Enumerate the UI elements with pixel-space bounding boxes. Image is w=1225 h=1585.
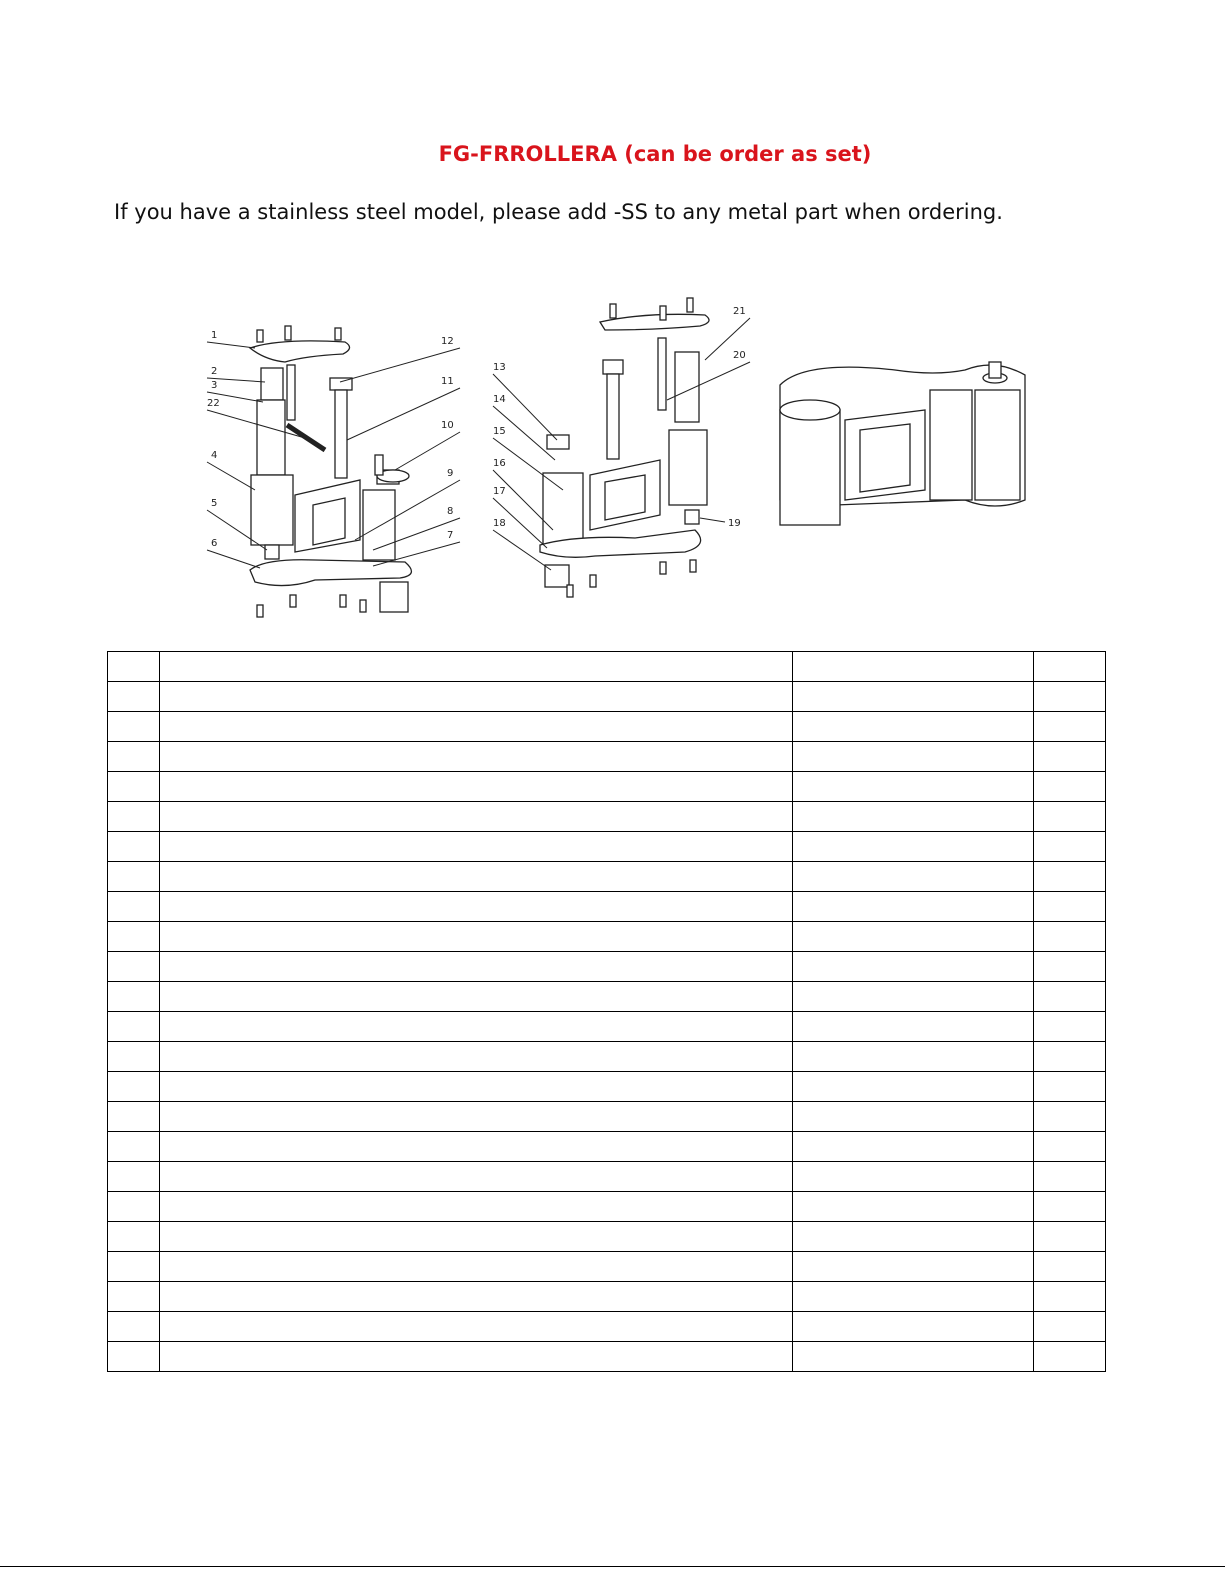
table-cell	[160, 952, 793, 982]
table-cell	[108, 892, 160, 922]
table-cell	[793, 1252, 1034, 1282]
parts-table-body	[108, 652, 1106, 1372]
callout-label: 22	[207, 398, 220, 409]
table-cell	[160, 712, 793, 742]
table-cell	[1034, 892, 1106, 922]
table-cell	[793, 952, 1034, 982]
table-cell	[1034, 1192, 1106, 1222]
table-cell	[108, 1072, 160, 1102]
table-cell	[1034, 682, 1106, 712]
table-cell	[160, 1192, 793, 1222]
table-cell	[793, 1282, 1034, 1312]
table-cell	[108, 772, 160, 802]
table-cell	[108, 1042, 160, 1072]
table-cell	[108, 1132, 160, 1162]
table-cell	[1034, 1222, 1106, 1252]
table-cell	[108, 1312, 160, 1342]
table-cell	[108, 982, 160, 1012]
table-header-row	[108, 652, 1106, 682]
table-cell	[793, 1342, 1034, 1372]
table-cell	[1034, 712, 1106, 742]
table-cell	[160, 922, 793, 952]
table-cell	[108, 952, 160, 982]
table-cell	[1034, 802, 1106, 832]
callout-label: 12	[441, 336, 454, 347]
table-cell	[160, 772, 793, 802]
table-cell	[108, 1282, 160, 1312]
table-cell	[160, 1252, 793, 1282]
table-cell	[108, 712, 160, 742]
middle-exploded-assembly	[540, 298, 709, 597]
table-cell	[108, 652, 160, 682]
table-cell	[793, 1132, 1034, 1162]
table-row	[108, 1312, 1106, 1342]
table-cell	[1034, 1312, 1106, 1342]
table-cell	[1034, 1162, 1106, 1192]
table-row	[108, 1342, 1106, 1372]
table-cell	[793, 742, 1034, 772]
table-cell	[108, 802, 160, 832]
table-cell	[793, 1162, 1034, 1192]
table-cell	[793, 682, 1034, 712]
callout-label: 16	[493, 458, 506, 469]
table-cell	[160, 802, 793, 832]
callout-label: 13	[493, 362, 506, 373]
callout-label: 4	[211, 450, 218, 461]
table-cell	[160, 1072, 793, 1102]
table-cell	[793, 862, 1034, 892]
table-cell	[108, 1012, 160, 1042]
table-cell	[160, 982, 793, 1012]
table-cell	[160, 742, 793, 772]
callout-label: 5	[211, 498, 218, 509]
callout-label: 11	[441, 376, 454, 387]
table-cell	[793, 1192, 1034, 1222]
table-row	[108, 1132, 1106, 1162]
callout-label: 10	[441, 420, 454, 431]
table-cell	[160, 1342, 793, 1372]
assembled-view	[780, 362, 1025, 525]
table-row	[108, 1192, 1106, 1222]
callout-label: 18	[493, 518, 506, 529]
table-cell	[160, 1132, 793, 1162]
callout-label: 7	[447, 530, 454, 541]
callout-label: 9	[447, 468, 454, 479]
table-row	[108, 1222, 1106, 1252]
table-cell	[108, 1192, 160, 1222]
table-cell	[160, 1102, 793, 1132]
parts-table	[107, 651, 1106, 1372]
table-row	[108, 892, 1106, 922]
table-cell	[793, 652, 1034, 682]
callout-label: 15	[493, 426, 506, 437]
table-cell	[160, 1012, 793, 1042]
left-exploded-assembly	[250, 326, 411, 617]
table-row	[108, 772, 1106, 802]
callout-label: 14	[493, 394, 506, 405]
table-row	[108, 682, 1106, 712]
table-row	[108, 832, 1106, 862]
callout-label: 1	[211, 330, 218, 341]
table-row	[108, 802, 1106, 832]
table-row	[108, 1072, 1106, 1102]
table-row	[108, 1162, 1106, 1192]
callout-label: 3	[211, 380, 218, 391]
table-cell	[160, 652, 793, 682]
table-cell	[108, 1222, 160, 1252]
table-cell	[108, 832, 160, 862]
table-row	[108, 1252, 1106, 1282]
table-cell	[1034, 1282, 1106, 1312]
callout-label: 17	[493, 486, 506, 497]
table-cell	[1034, 1042, 1106, 1072]
table-cell	[793, 1222, 1034, 1252]
table-row	[108, 952, 1106, 982]
table-row	[108, 1102, 1106, 1132]
callout-label: 6	[211, 538, 218, 549]
table-cell	[1034, 832, 1106, 862]
table-cell	[793, 772, 1034, 802]
table-cell	[160, 892, 793, 922]
table-row	[108, 1282, 1106, 1312]
table-cell	[108, 1252, 160, 1282]
table-cell	[160, 1222, 793, 1252]
table-cell	[108, 1162, 160, 1192]
ordering-note: If you have a stainless steel model, please add -SS to any metal part when ordering.	[114, 200, 1003, 224]
table-cell	[108, 862, 160, 892]
table-cell	[108, 682, 160, 712]
table-cell	[793, 922, 1034, 952]
table-cell	[1034, 1072, 1106, 1102]
table-cell	[793, 982, 1034, 1012]
table-cell	[160, 1282, 793, 1312]
table-cell	[1034, 922, 1106, 952]
callout-label: 19	[728, 518, 741, 529]
callout-label: 21	[733, 306, 746, 317]
table-cell	[1034, 772, 1106, 802]
table-row	[108, 712, 1106, 742]
table-cell	[1034, 862, 1106, 892]
table-cell	[160, 682, 793, 712]
table-cell	[793, 712, 1034, 742]
table-row	[108, 1012, 1106, 1042]
callout-label: 20	[733, 350, 746, 361]
page-title: FG-FRROLLERA (can be order as set)	[438, 142, 872, 166]
table-cell	[1034, 1252, 1106, 1282]
table-cell	[160, 832, 793, 862]
table-cell	[1034, 1342, 1106, 1372]
table-cell	[793, 1102, 1034, 1132]
table-cell	[793, 892, 1034, 922]
table-cell	[1034, 982, 1106, 1012]
table-row	[108, 922, 1106, 952]
table-cell	[793, 1312, 1034, 1342]
table-cell	[160, 862, 793, 892]
table-cell	[160, 1042, 793, 1072]
table-cell	[1034, 1012, 1106, 1042]
table-cell	[1034, 952, 1106, 982]
table-cell	[793, 1042, 1034, 1072]
table-cell	[108, 922, 160, 952]
table-cell	[1034, 652, 1106, 682]
exploded-view-figure	[195, 290, 1035, 625]
table-row	[108, 862, 1106, 892]
footer-rule	[0, 1566, 1225, 1567]
table-row	[108, 1042, 1106, 1072]
table-row	[108, 982, 1106, 1012]
table-row	[108, 742, 1106, 772]
table-cell	[793, 1072, 1034, 1102]
table-cell	[1034, 742, 1106, 772]
table-cell	[793, 1012, 1034, 1042]
table-cell	[160, 1162, 793, 1192]
table-cell	[1034, 1132, 1106, 1162]
table-cell	[793, 832, 1034, 862]
callout-label: 2	[211, 366, 218, 377]
table-cell	[1034, 1102, 1106, 1132]
table-cell	[160, 1312, 793, 1342]
callout-label: 8	[447, 506, 454, 517]
table-cell	[793, 802, 1034, 832]
table-cell	[108, 742, 160, 772]
table-cell	[108, 1342, 160, 1372]
table-cell	[108, 1102, 160, 1132]
